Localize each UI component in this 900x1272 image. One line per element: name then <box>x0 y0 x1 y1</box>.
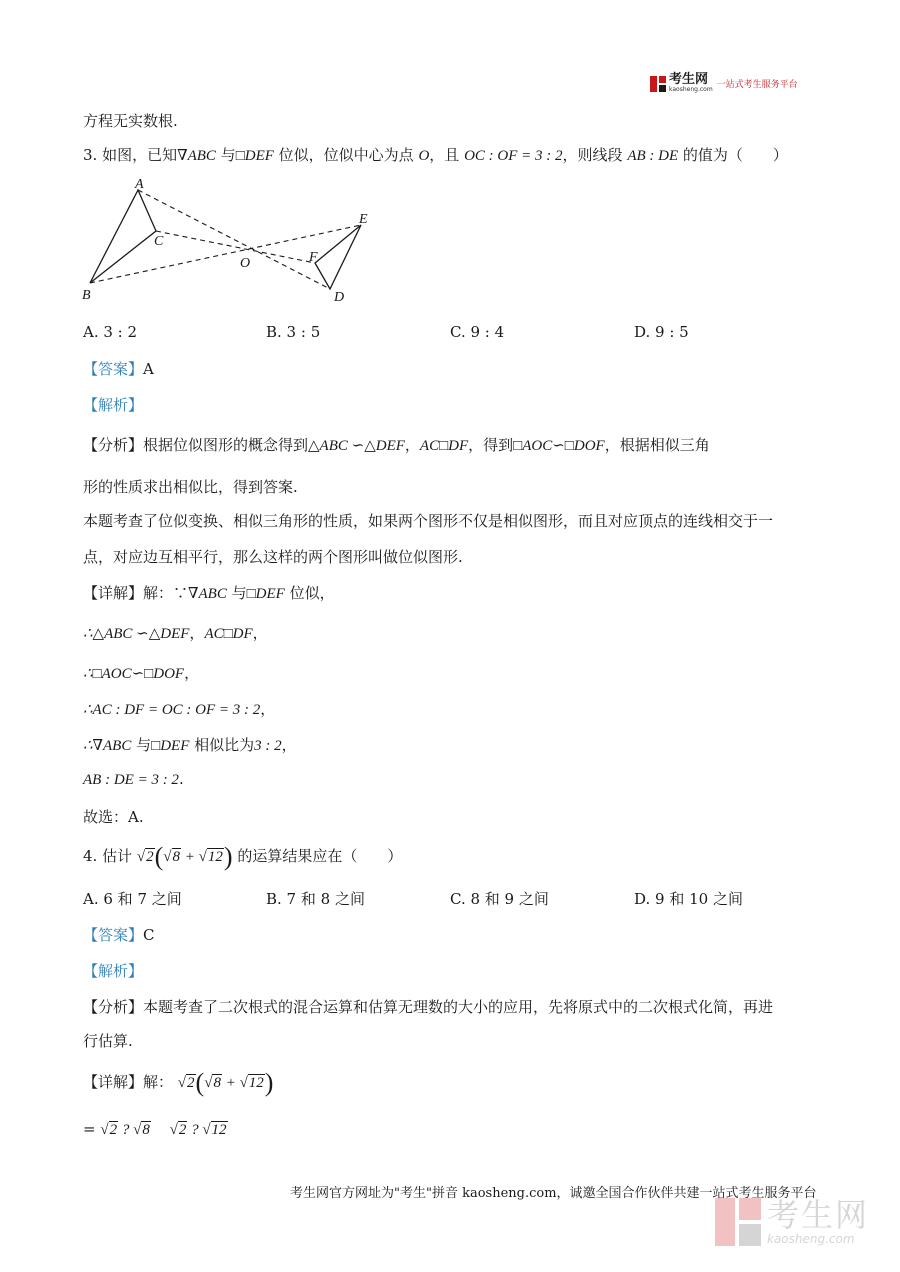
homothety-figure <box>80 175 380 310</box>
label-c: C <box>154 234 164 249</box>
footer-text: 考生网官方网址为"考生"拼音 kaosheng.com，诚邀全国合作伙伴共建一站式考生服务平台 <box>290 1186 817 1201</box>
triangle-def <box>315 225 361 289</box>
question-3: 3. 如图，已知∇ABC 与□DEF 位似，位似中心为点 O，且 OC : OF = 3 : 2，则线段 AB : DE 的值为（ ） <box>83 146 788 164</box>
solution-line-7: 【详解】解： √2(√8 + √12) <box>83 1068 274 1097</box>
logo-slogan: 一站式考生服务平台 <box>716 80 798 90</box>
solution-line-1: 【详解】解：∵∇ABC 与□DEF 位似， <box>83 584 335 602</box>
label-b: B <box>82 288 91 303</box>
analysis-tag-2: 【解析】 <box>83 962 144 980</box>
analysis-tag: 【解析】 <box>83 396 144 414</box>
option-d: D. 9 : 5 <box>634 323 689 341</box>
q4-option-c: C. 8 和 9 之间 <box>450 890 549 908</box>
analysis-line-2: 形的性质求出相似比，得到答案. <box>83 478 298 496</box>
option-b: B. 3 : 5 <box>266 323 321 341</box>
question-4: 4. 估计 √2(√8 + √12) 的运算结果应在（ ） <box>83 842 403 871</box>
label-f: F <box>309 250 318 265</box>
watermark-url: kaosheng.com <box>767 1232 855 1246</box>
text-line: 方程无实数根. <box>83 112 178 130</box>
kaosheng-watermark-icon <box>715 1198 761 1246</box>
kaosheng-logo-icon <box>650 76 666 92</box>
label-e: E <box>359 212 368 227</box>
line-ad <box>138 190 330 289</box>
choose-line: 故选：A. <box>83 808 144 826</box>
answer-line-2: 【答案】C <box>83 926 155 944</box>
option-c: C. 9 : 4 <box>450 323 505 341</box>
analysis-line-3: 本题考查了位似变换、相似三角形的性质，如果两个图形不仅是相似图形，而且对应顶点的连线相交于一 <box>83 512 774 530</box>
analysis-line-5: 【分析】本题考查了二次根式的混合运算和估算无理数的大小的应用，先将原式中的二次根式化简，再进 <box>83 998 774 1016</box>
label-o: O <box>240 256 251 271</box>
analysis-line-6: 行估算. <box>83 1032 133 1050</box>
solution-line-5: ∴∇ABC 与□DEF 相似比为3 : 2， <box>83 736 297 754</box>
solution-line-6: AB : DE = 3 : 2. <box>83 770 184 788</box>
logo-name: 考生网 <box>669 72 709 87</box>
q4-option-b: B. 7 和 8 之间 <box>266 890 365 908</box>
watermark <box>715 1198 869 1246</box>
label-a: A <box>135 177 144 192</box>
analysis-line-4: 点，对应边互相平行，那么这样的两个图形叫做位似图形. <box>83 548 463 566</box>
solution-line-8: = √2 ? √8 √2 ? √12 <box>83 1120 227 1138</box>
logo-url: kaosheng.com <box>669 86 713 93</box>
line-cf <box>156 231 315 263</box>
header-logo[interactable] <box>650 74 798 93</box>
q4-option-d: D. 9 和 10 之间 <box>634 890 743 908</box>
solution-line-2: ∴△ABC ∽△DEF，AC□DF， <box>83 624 268 642</box>
watermark-name: 考生网 <box>767 1196 870 1234</box>
analysis-line-1: 【分析】根据位似图形的概念得到△ABC ∽△DEF，AC□DF，得到□AOC∽□DOF，根据相似三角 <box>83 436 710 454</box>
q4-option-a: A. 6 和 7 之间 <box>83 890 182 908</box>
solution-line-3: ∴□AOC∽□DOF， <box>83 664 200 682</box>
option-a: A. 3 : 2 <box>83 323 138 341</box>
solution-line-4: ∴AC : DF = OC : OF = 3 : 2， <box>83 700 276 718</box>
label-d: D <box>334 290 345 305</box>
answer-line: 【答案】A <box>83 360 154 378</box>
line-be <box>90 225 361 283</box>
triangle-abc <box>90 190 156 283</box>
